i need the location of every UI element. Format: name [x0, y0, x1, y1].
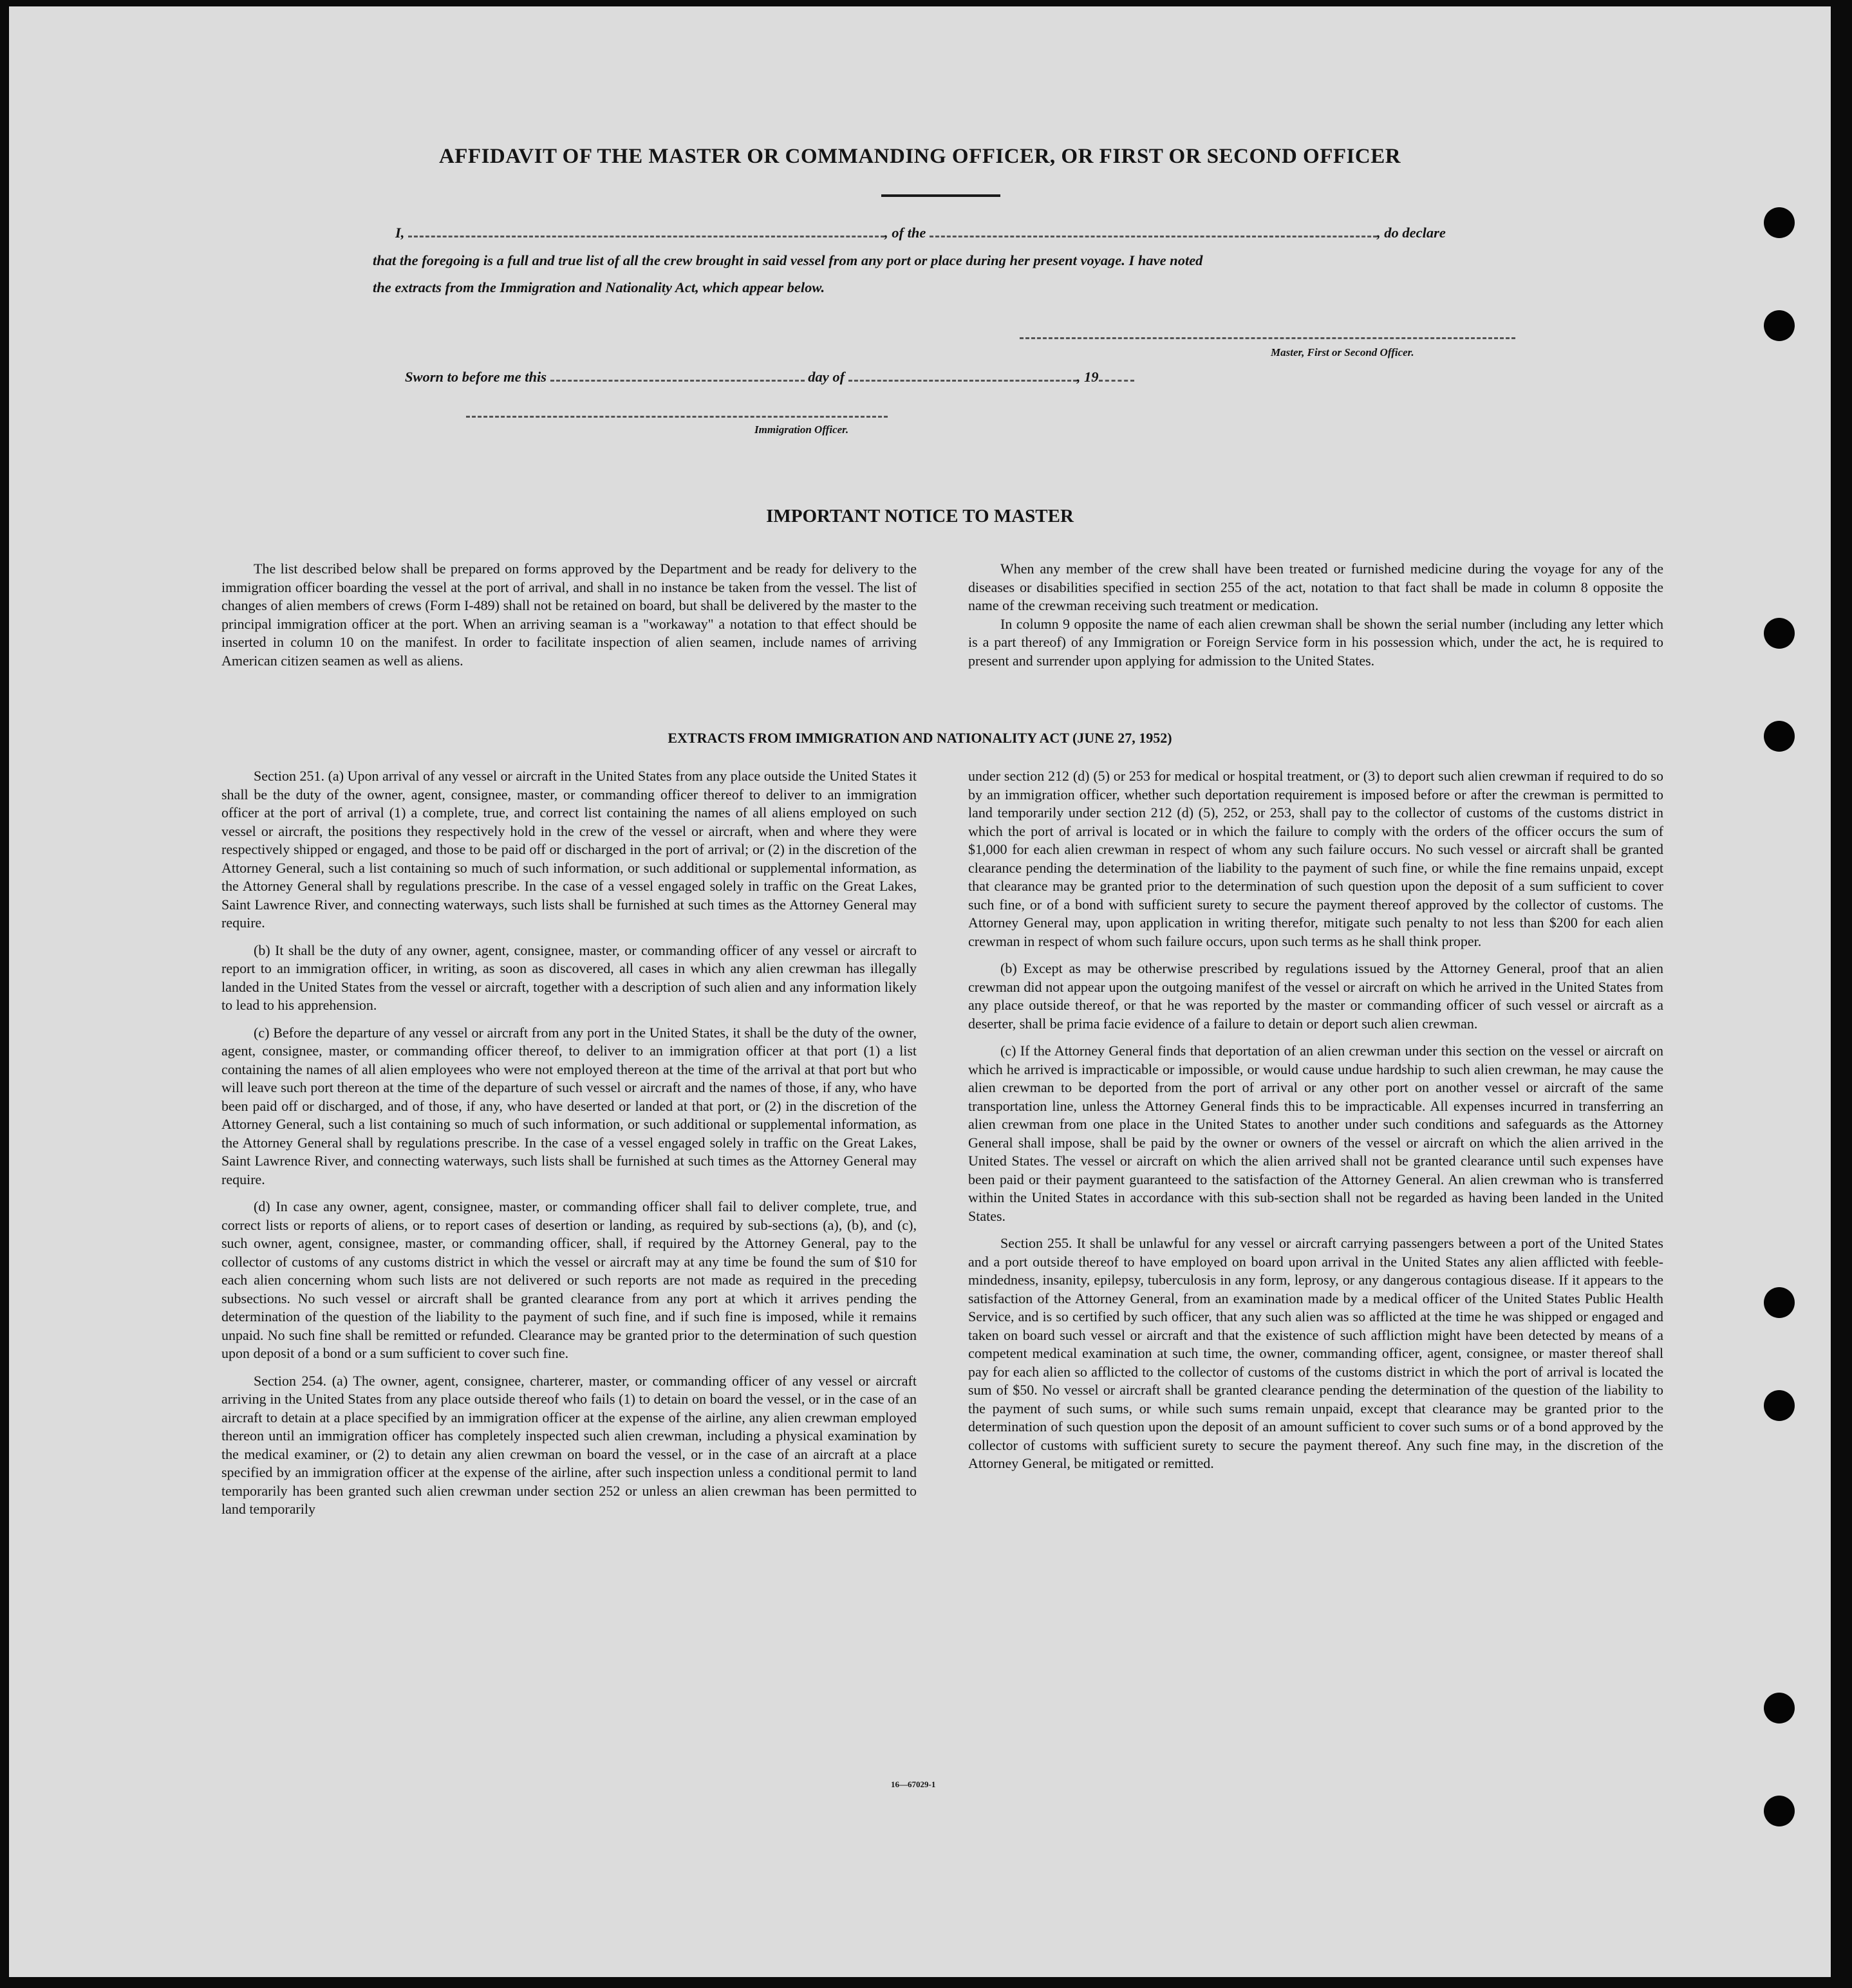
notice-left-column: [221, 560, 917, 670]
binder-hole: [1764, 310, 1795, 341]
section-254-a-continued: under section 212 (d) (5) or 253 for medical or hospital treatment, or (3) to deport such alien crewman if required to do so by an immigration officer, whether such deportation requirement is imposed before or after the crewman is permitted to land temporarily under section 212 (d) (5), 252, or 253, shall pay to the collector of customs of the customs district in which the port of arrival is located or in which the failure to comply with the orders of the officer occurs the sum of $1,000 for each alien crewman in respect of whom any such failure occurs. No such vessel or aircraft shall be granted clearance pending the determination of the liability to the payment of such fine, or while the fine remains unpaid, except that clearance may be granted prior to the determination of such question upon the deposit of a sum sufficient to cover such fine, or of a bond with sufficient surety to secure the payment thereof approved by the collector of customs. The Attorney General may, upon application in writing therefor, mitigate such penalty to not less than $200 for each alien crewman in respect of whom such failure occurs, upon such terms as he shall think proper.: [968, 768, 1663, 949]
section-255: Section 255. It shall be unlawful for any vessel or aircraft carrying passengers between a port of the United States and a port outside thereof to have employed on board upon arrival in the United States any alien afflicted with feeble-mindedness, insanity, epilepsy, tuberculosis in any form, leprosy, or any dangerous contagious disease. If it appears to the satisfaction of the Attorney General, from an examination made by a medical officer of the United States Public Health Service, and is so certified by such officer, that any such alien was so afflicted at the time he was shipped or engaged and taken on board such vessel or aircraft and that the existence of such affliction might have been detected by means of a competent medical examination at such time, the owner, commanding officer, agent, consignee, or master thereof shall pay for each alien so afflicted to the collector of customs of the customs district in which the port of arrival is located the sum of $50. No vessel or aircraft shall be granted clearance pending the determination of the question of the liability to the payment of such sums, or while such sums remain unpaid, except that clearance may be granted prior to the determination of such question upon the deposit of an amount sufficient to cover such sums or of a bond approved by the collector of customs with sufficient surety to secure the payment thereof. Any such fine may, in the discretion of the Attorney General, be mitigated or remitted.: [968, 1235, 1663, 1471]
master-signature-field[interactable]: [1020, 337, 1515, 339]
sworn-year-field[interactable]: [1099, 367, 1134, 382]
year-prefix: , 19: [1076, 369, 1099, 385]
sworn-month-field[interactable]: [848, 367, 1077, 382]
sworn-prefix: Sworn to before me this: [405, 369, 547, 385]
title-divider: [881, 194, 1000, 197]
notice-right-column: [968, 560, 1663, 670]
day-of-label: day of: [808, 369, 845, 385]
section-251-b: (b) It shall be the duty of any owner, agent, consignee, master, or commanding officer of any vessel or aircraft to report to an immigration officer, in writing, as soon as discovered, all cases in which any alien crewman has illegally landed in the United States from the vessel or aircraft, together with a description of such alien and any information likely to lead to his apprehension.: [221, 942, 917, 1013]
binder-hole: [1764, 1693, 1795, 1723]
of-the-label: , of the: [884, 225, 926, 241]
form-sheet: [9, 6, 1831, 1977]
notice-left-paragraph: The list described below shall be prepared on forms approved by the Department and be ready for delivery to the immigration officer boarding the vessel at the port of arrival, and shall in no instance be taken from the vessel. The list of changes of alien members of crews (Form I-489) shall not be retained on board, but shall be delivered by the master to the principal immigration officer at the port. When an arriving seaman is a "workaway" a notation to that effect should be inserted in column 10 on the manifest. In order to facilitate inspection of alien seamen, include names of arriving American citizen seamen as well as aliens.: [221, 561, 917, 669]
declarant-prefix: I,: [395, 225, 405, 241]
extracts-left-column: [221, 767, 917, 1528]
notice-heading: IMPORTANT NOTICE TO MASTER: [766, 506, 1074, 526]
vessel-name-field[interactable]: [930, 223, 1377, 237]
binder-hole: [1764, 207, 1795, 238]
binder-hole: [1764, 1287, 1795, 1318]
section-251-a: Section 251. (a) Upon arrival of any vessel or aircraft in the United States from any place outside the United States it shall be the duty of the owner, agent, consignee, master, or commanding officer thereof to deliver to an immigration officer at the port of arrival (1) a complete, true, and correct list containing the names of all aliens employed on such vessel or aircraft, the positions they respectively hold in the crew of the vessel or aircraft, when and where they were respectively shipped or engaged, and those to be paid off or discharged in the port of arrival; or (2) in the discretion of the Attorney General, such a list containing so much of such information, or such additional or supplemental information, as the Attorney General shall by regulations prescribe. In the case of a vessel engaged solely in traffic on the Great Lakes, Saint Lawrence River, and connecting waterways, such lists shall be furnished at such times as the Attorney General may require.: [221, 768, 917, 931]
binder-hole: [1764, 1796, 1795, 1826]
binder-hole: [1764, 1390, 1795, 1421]
section-254-b: (b) Except as may be otherwise prescribed by regulations issued by the Attorney General, proof that an alien crewman did not appear upon the outgoing manifest of the vessel or aircraft on which he arrived in the United States from any place outside thereof, or that he was reported by the master or commanding officer of such vessel or aircraft as a deserter, shall be prima facie evidence of a failure to detain or deport such alien crewman.: [968, 960, 1663, 1032]
declarant-name-field[interactable]: [408, 223, 884, 237]
declaration-line-3: the extracts from the Immigration and Nationality Act, which appear below.: [373, 279, 825, 295]
sworn-day-field[interactable]: [550, 367, 805, 382]
section-254-c: (c) If the Attorney General finds that deportation of an alien crewman under this section on the vessel or aircraft on which he arrived is impracticable or impossible, or would cause undue hardship to such alien crewman, he may cause the alien crewman to be deported from the port of arrival or any other port on another vessel or aircraft of the same transportation line, unless the Attorney General finds this to be impracticable. All expenses incurred in transferring an alien crewman from one place in the United States to another under such conditions and safeguards as the Attorney General shall impose, shall be paid by the owner or owners of the vessel or aircraft on which the alien arrived in the United States. The vessel or aircraft on which the alien arrived shall not be granted clearance until such expenses have been paid or their payment guaranteed to the satisfaction of the Attorney General. An alien crewman who is transferred within the United States in accordance with this sub-section shall not be regarded as having been landed in the United States.: [968, 1043, 1663, 1224]
extracts-heading: EXTRACTS FROM IMMIGRATION AND NATIONALITY ACT (JUNE 27, 1952): [668, 730, 1172, 746]
extracts-right-column: [968, 767, 1663, 1482]
binder-hole: [1764, 618, 1795, 649]
section-251-d: (d) In case any owner, agent, consignee, master, or commanding officer shall fail to deliver complete, true, and correct lists or reports of aliens, or to report cases of desertion or landing, as required by sub-sections (a), (b), and (c), such owner, agent, consignee, master, or commanding officer, shall, if required by the Attorney General, pay to the collector of customs of any customs district in which the vessel or aircraft may at any time be found the sum of $10 for each alien concerning whom such lists are not delivered or such reports are not made as required in the preceding subsections. No such vessel or aircraft shall be granted clearance from any port at which it arrives pending the determination of the question of the liability to the payment of such fine, and if such fine is imposed, while it remains unpaid. No such fine shall be remitted or refunded. Clearance may be granted prior to the determination of such question upon deposit of a bond or a sum sufficient to cover such fine.: [221, 1198, 917, 1361]
sworn-line: [405, 367, 1525, 386]
immigration-officer-caption: Immigration Officer.: [754, 423, 849, 436]
notice-right-paragraph-1: When any member of the crew shall have been treated or furnished medicine during the voyage for any of the diseases or disabilities specified in section 255 of the act, notation to that fact shall be made in column 8 opposite the name of the crewman receiving such treatment or medication.: [968, 561, 1663, 613]
section-251-c: (c) Before the departure of any vessel or aircraft from any port in the United States, it shall be the duty of the owner, agent, consignee, master, or commanding officer thereof, to deliver to an immigration officer at that port (1) a list containing the names of all alien employees who were not employed thereon at the time of the arrival at that port but who will leave such port thereon at the time of the departure of such vessel or aircraft and the names of those, if any, who have been paid off or discharged, and of those, if any, who have deserted or landed at that port, or (2) in the discretion of the Attorney General, such a list containing so much of such information, or such additional or supplemental information, as the Attorney General shall by regulations prescribe. In the case of a vessel engaged solely in traffic on the Great Lakes, Saint Lawrence River, and connecting waterways, such lists shall be furnished at such times as the Attorney General may require.: [221, 1024, 917, 1187]
immigration-officer-signature-field[interactable]: [466, 416, 888, 418]
declaration-line-1: [395, 223, 1515, 241]
declaration-line-2: that the foregoing is a full and true list of all the crew brought in said vessel from any port or place during her present voyage. I have noted: [373, 252, 1203, 268]
master-signature-caption: Master, First or Second Officer.: [1271, 346, 1414, 358]
do-declare-label: , do declare: [1377, 225, 1446, 241]
form-number: 16—67029-1: [891, 1779, 936, 1789]
affidavit-title: AFFIDAVIT OF THE MASTER OR COMMANDING OFFICER, OR FIRST OR SECOND OFFICER: [438, 145, 1401, 168]
notice-right-paragraph-2: In column 9 opposite the name of each alien crewman shall be shown the serial number (including any letter which is a part thereof) of any Immigration or Foreign Service form in his possession which, under the act, he is required to present and surrender upon applying for admission to the United States.: [968, 615, 1663, 669]
section-254-a: Section 254. (a) The owner, agent, consignee, charterer, master, or commanding officer of any vessel or aircraft arriving in the United States from any place outside thereof who fails (1) to detain on board the vessel, or in the case of an aircraft to detain at a place specified by an immigration officer at the expense of the airline, any alien crewman employed thereon until an immigration officer has completely inspected such alien crewman, including a physical examination by the medical examiner, or (2) to detain any alien crewman on board the vessel, or in the case of an aircraft at a place specified by an immigration officer at the expense of the airline, after such inspection unless a conditional permit to land temporarily has been granted such alien crewman under section 252 or unless an alien crewman has been permitted to land temporarily: [221, 1372, 917, 1517]
